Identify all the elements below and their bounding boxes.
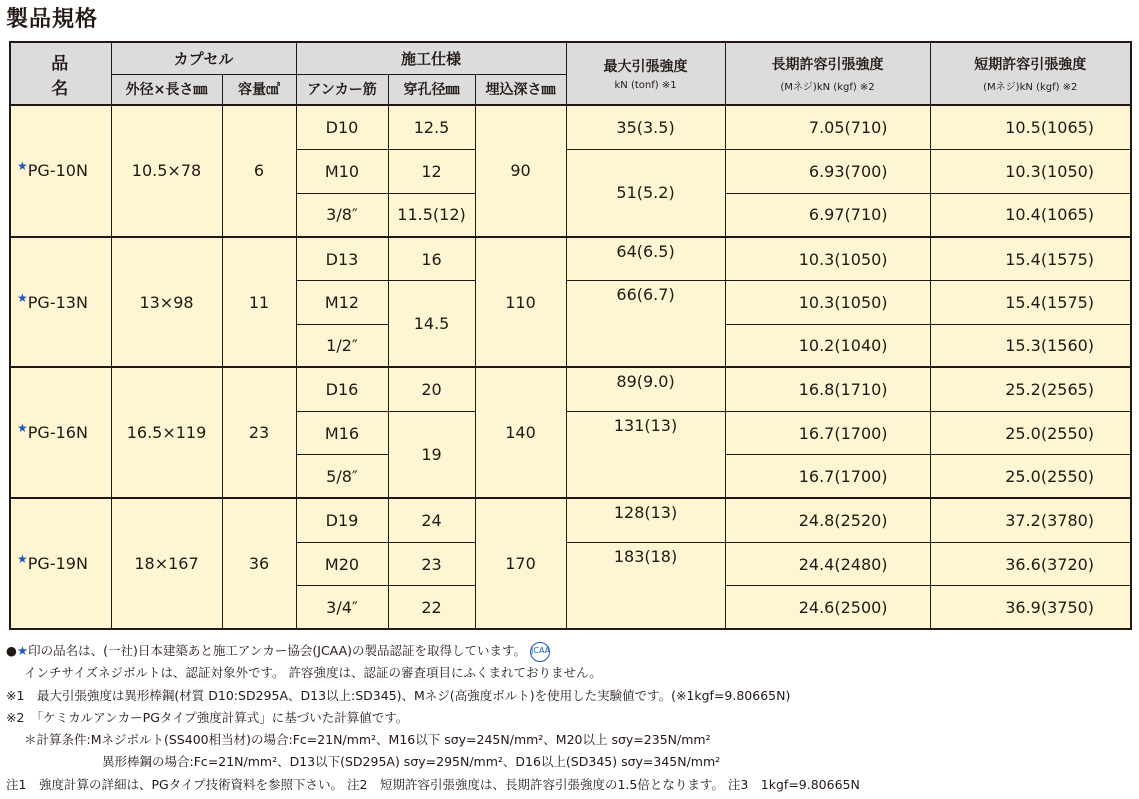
capsule-volume: 11 [222,237,296,368]
star-icon: ★ [16,643,29,658]
max-tensile: 64(6.5) [566,237,725,281]
capsule-size: 18×167 [111,498,222,629]
max-tensile: 89(9.0) [566,367,725,411]
note-2: ※2 「ケミカルアンカーPGタイプ強度計算式」に基づいた計算値です。 [6,709,409,725]
anchor-rebar: 1/2″ [296,324,388,367]
capsule-size: 13×98 [111,237,222,368]
header-long-term [725,42,930,105]
hole-dia: 22 [388,586,475,629]
star-icon: ★ [17,421,28,436]
short-term: 10.4(1065) [930,194,1131,237]
capsule-size: 10.5×78 [111,105,222,237]
jcaa-logo-icon: JCAA [530,642,550,662]
header-max-tensile [566,42,725,105]
anchor-rebar: M16 [296,412,388,455]
hole-dia: 14.5 [388,281,475,367]
max-tensile: 66(6.7) [566,281,725,367]
product-name-cell [10,498,111,629]
max-tensile: 128(13) [566,498,725,542]
header-volume: 容量㎤ [222,74,296,105]
long-term: 16.8(1710) [725,367,930,411]
hole-dia: 23 [388,542,475,585]
short-term: 25.0(2550) [930,455,1131,498]
short-term: 36.6(3720) [930,542,1131,585]
product-name-cell [10,367,111,498]
note-inch: インチサイズネジボルトは、認証対象外です。 許容強度は、認証の審査項目にふくまれておりません。 [24,665,602,681]
hole-dia: 12.5 [388,105,475,149]
star-icon: ★ [17,552,28,567]
header-construction: 施工仕様 [296,42,566,74]
anchor-rebar: M20 [296,542,388,585]
hole-dia: 16 [388,237,475,281]
header-max-tensile-label: 最大引張強度 [603,59,688,75]
table-row [10,367,1131,411]
product-name: PG-10N [27,161,88,181]
anchor-rebar: D19 [296,498,388,542]
product-name-cell [10,237,111,368]
long-term: 24.6(2500) [725,586,930,629]
note-calc-bolt: ＊計算条件:Mネジボルト(SS400相当材)の場合:Fc=21N/mm²、M16以下 sσy=245N/mm²、M20以上 sσy=235N/mm² [24,732,711,748]
max-tensile: 183(18) [566,542,725,629]
anchor-rebar: M12 [296,281,388,324]
product-name: PG-19N [27,554,88,574]
star-icon: ★ [17,290,28,305]
anchor-rebar: M10 [296,149,388,193]
long-term: 10.3(1050) [725,237,930,281]
embed-depth: 140 [475,367,566,498]
embed-depth: 90 [475,105,566,237]
hole-dia: 19 [388,412,475,498]
long-term: 10.3(1050) [725,281,930,324]
note-footer: 注1 強度計算の詳細は、PGタイプ技術資料を参照下さい。 注2 短期許容引張強度は、長期許容引張強度の1.5倍となります。 注3 1kgf=9.80665N [6,776,860,792]
table-row [10,498,1131,542]
capsule-volume: 23 [222,367,296,498]
note-1: ※1 最大引張強度は異形棒鋼(材質 D10:SD295A、D13以上:SD345)、Mネジ(高強度ボルト)を使用した実験値です。(※1kgf=9.80665N) [6,687,791,703]
long-term: 6.97(710) [725,194,930,237]
header-short-term-unit: (Mネジ)kN (kgf) ※2 [983,82,1078,93]
table-row [10,237,1131,281]
long-term: 24.8(2520) [725,498,930,542]
long-term: 6.93(700) [725,149,930,193]
max-tensile: 51(5.2) [566,149,725,236]
star-icon: ★ [17,159,28,174]
capsule-volume: 6 [222,105,296,237]
header-short-term [930,42,1131,105]
long-term: 10.2(1040) [725,324,930,367]
embed-depth: 170 [475,498,566,629]
short-term: 15.3(1560) [930,324,1131,367]
product-name: PG-13N [27,292,88,312]
header-long-term-label: 長期許容引張強度 [771,57,884,73]
short-term: 36.9(3750) [930,586,1131,629]
anchor-rebar: D10 [296,105,388,149]
header-embed-depth: 埋込深さ㎜ [475,74,566,105]
anchor-rebar: 5/8″ [296,455,388,498]
short-term: 37.2(3780) [930,498,1131,542]
bullet-icon: ● [6,643,17,658]
hole-dia: 12 [388,149,475,193]
max-tensile: 35(3.5) [566,105,725,149]
product-name-cell [10,105,111,237]
long-term: 24.4(2480) [725,542,930,585]
hole-dia: 24 [388,498,475,542]
header-capsule: カプセル [111,42,296,74]
header-long-term-unit: (Mネジ)kN (kgf) ※2 [780,82,875,93]
anchor-rebar: 3/8″ [296,194,388,237]
anchor-rebar: 3/4″ [296,586,388,629]
header-max-tensile-unit: kN (tonf) ※1 [614,80,677,91]
note-calc-rebar: 異形棒鋼の場合:Fc=21N/mm²、D13以下(SD295A) sσy=295N/mm²、D16以上(SD345) sσy=345N/mm² [102,754,721,770]
header-anchor-rebar: アンカー筋 [296,74,388,105]
short-term: 25.0(2550) [930,412,1131,455]
embed-depth: 110 [475,237,566,368]
notes [6,640,1136,796]
short-term: 25.2(2565) [930,367,1131,411]
spec-table [9,41,1132,630]
header-short-term-label: 短期許容引張強度 [974,57,1087,73]
header-hole-dia: 穿孔径㎜ [388,74,475,105]
max-tensile: 131(13) [566,412,725,498]
short-term: 15.4(1575) [930,281,1131,324]
anchor-rebar: D16 [296,367,388,411]
anchor-rebar: D13 [296,237,388,281]
header-outer-length: 外径×長さ㎜ [111,74,222,105]
hole-dia: 20 [388,367,475,411]
product-name: PG-16N [27,423,88,443]
table-row [10,105,1131,149]
long-term: 16.7(1700) [725,412,930,455]
short-term: 10.3(1050) [930,149,1131,193]
hole-dia: 11.5(12) [388,194,475,237]
capsule-volume: 36 [222,498,296,629]
note-certification [6,640,1136,662]
page-title: 製品規格 [6,7,99,32]
header-name: 品 名 [10,42,111,105]
long-term: 16.7(1700) [725,455,930,498]
short-term: 15.4(1575) [930,237,1131,281]
short-term: 10.5(1065) [930,105,1131,149]
note-certification-text: 印の品名は、(一社)日本建築あと施工アンカー協会(JCAA)の製品認証を取得しています。 [28,643,527,658]
capsule-size: 16.5×119 [111,367,222,498]
long-term: 7.05(710) [725,105,930,149]
